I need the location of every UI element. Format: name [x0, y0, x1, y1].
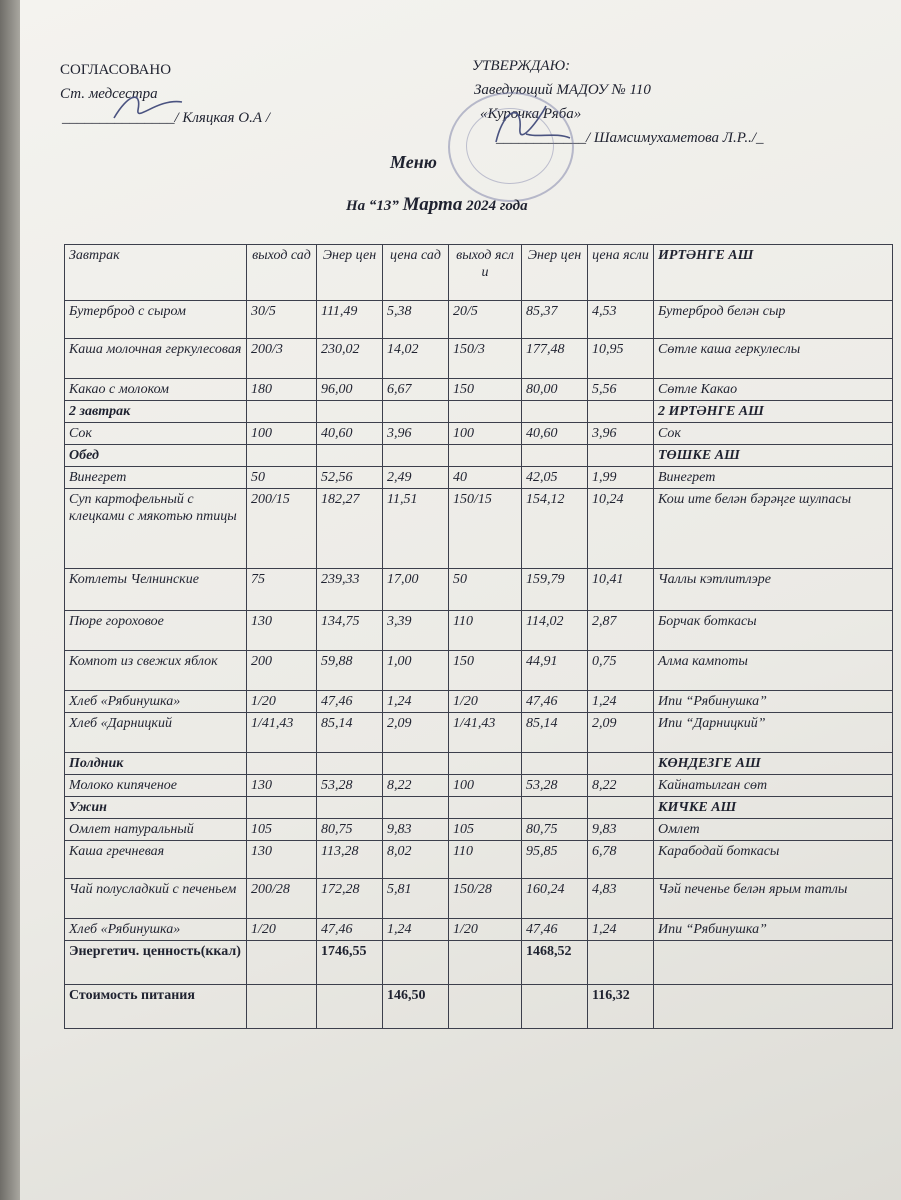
- value-cell: 113,28: [317, 841, 383, 879]
- value-cell: 239,33: [317, 569, 383, 611]
- table-row: [65, 569, 893, 611]
- value-cell: 47,46: [317, 691, 383, 713]
- approval-left-label: СОГЛАСОВАНО: [60, 62, 172, 78]
- header-cell: выход сад: [247, 245, 317, 301]
- totals-value-cell: [522, 985, 588, 1029]
- value-cell: 40: [449, 467, 522, 489]
- value-cell: 110: [449, 841, 522, 879]
- table-row: [65, 651, 893, 691]
- value-cell: [383, 753, 449, 775]
- value-cell: 160,24: [522, 879, 588, 919]
- value-cell: [449, 401, 522, 423]
- value-cell: 100: [449, 775, 522, 797]
- value-cell: [588, 797, 654, 819]
- value-cell: 96,00: [317, 379, 383, 401]
- value-cell: 100: [247, 423, 317, 445]
- value-cell: [588, 753, 654, 775]
- dish-name-cell: Компот из свежих яблок: [65, 651, 247, 691]
- value-cell: 1,99: [588, 467, 654, 489]
- value-cell: 230,02: [317, 339, 383, 379]
- value-cell: 80,75: [522, 819, 588, 841]
- tatar-name-cell: Кош ите белән бәрәңге шулпасы: [654, 489, 893, 569]
- value-cell: [383, 797, 449, 819]
- value-cell: [588, 401, 654, 423]
- value-cell: [247, 445, 317, 467]
- dish-name-cell: Котлеты Челнинские: [65, 569, 247, 611]
- table-row: [65, 489, 893, 569]
- value-cell: 4,53: [588, 301, 654, 339]
- value-cell: 9,83: [588, 819, 654, 841]
- totals-value-cell: 1746,55: [317, 941, 383, 985]
- totals-value-cell: [247, 941, 317, 985]
- value-cell: [317, 797, 383, 819]
- value-cell: [317, 401, 383, 423]
- value-cell: 180: [247, 379, 317, 401]
- tatar-name-cell: Чаллы кэтлитлэре: [654, 569, 893, 611]
- value-cell: 2,49: [383, 467, 449, 489]
- header-cell: Завтрак: [65, 245, 247, 301]
- table-row: [65, 775, 893, 797]
- value-cell: 1/20: [449, 691, 522, 713]
- totals-value-cell: 146,50: [383, 985, 449, 1029]
- value-cell: [522, 401, 588, 423]
- table-row: [65, 379, 893, 401]
- tatar-name-cell: Винегрет: [654, 467, 893, 489]
- table-row: [65, 301, 893, 339]
- value-cell: [522, 445, 588, 467]
- tatar-name-cell: Ипи “Дарницкий”: [654, 713, 893, 753]
- value-cell: [247, 797, 317, 819]
- tatar-name-cell: ТӨШКЕ АШ: [654, 445, 893, 467]
- table-row: [65, 339, 893, 379]
- value-cell: 75: [247, 569, 317, 611]
- approval-left-signature: _______________/ Кляцкая О.А /: [62, 110, 270, 126]
- table-row: [65, 819, 893, 841]
- tatar-name-cell: Сөтле каша геркулеслы: [654, 339, 893, 379]
- value-cell: 5,56: [588, 379, 654, 401]
- tatar-name-cell: Сөтле Какао: [654, 379, 893, 401]
- value-cell: 4,83: [588, 879, 654, 919]
- value-cell: 14,02: [383, 339, 449, 379]
- value-cell: 30/5: [247, 301, 317, 339]
- header-cell: выход ясли: [449, 245, 522, 301]
- value-cell: 200/28: [247, 879, 317, 919]
- dish-name-cell: Хлеб «Рябинушка»: [65, 691, 247, 713]
- value-cell: 1/41,43: [247, 713, 317, 753]
- value-cell: 17,00: [383, 569, 449, 611]
- value-cell: 6,67: [383, 379, 449, 401]
- value-cell: [317, 753, 383, 775]
- value-cell: 130: [247, 841, 317, 879]
- value-cell: 105: [247, 819, 317, 841]
- header-cell: Энер цен: [317, 245, 383, 301]
- table-row: [65, 467, 893, 489]
- tatar-name-cell: Омлет: [654, 819, 893, 841]
- value-cell: 0,75: [588, 651, 654, 691]
- value-cell: 85,14: [522, 713, 588, 753]
- document-title: Меню: [390, 152, 437, 172]
- value-cell: 47,46: [522, 919, 588, 941]
- dish-name-cell: Суп картофельный с клецками с мякотью птицы: [65, 489, 247, 569]
- value-cell: 5,38: [383, 301, 449, 339]
- value-cell: 177,48: [522, 339, 588, 379]
- dish-name-cell: Каша молочная геркулесовая: [65, 339, 247, 379]
- approval-right-label: УТВЕРЖДАЮ:: [472, 58, 571, 74]
- table-row: [65, 841, 893, 879]
- totals-value-cell: 1468,52: [522, 941, 588, 985]
- tatar-name-cell: КИЧКЕ АШ: [654, 797, 893, 819]
- value-cell: 50: [449, 569, 522, 611]
- totals-row: [65, 941, 893, 985]
- value-cell: 50: [247, 467, 317, 489]
- value-cell: 1/41,43: [449, 713, 522, 753]
- value-cell: 59,88: [317, 651, 383, 691]
- value-cell: 6,78: [588, 841, 654, 879]
- tatar-name-cell: Карабодай боткасы: [654, 841, 893, 879]
- tatar-name-cell: Бутерброд белән сыр: [654, 301, 893, 339]
- value-cell: 172,28: [317, 879, 383, 919]
- table-row: [65, 611, 893, 651]
- totals-value-cell: [449, 985, 522, 1029]
- value-cell: 100: [449, 423, 522, 445]
- section-row: [65, 401, 893, 423]
- date-month: Марта: [402, 194, 463, 215]
- value-cell: 110: [449, 611, 522, 651]
- totals-row: [65, 985, 893, 1029]
- value-cell: 10,95: [588, 339, 654, 379]
- dish-name-cell: Чай полусладкий с печеньем: [65, 879, 247, 919]
- totals-label-cell: Энергетич. ценность(ккал): [65, 941, 247, 985]
- table-row: [65, 691, 893, 713]
- value-cell: 1,24: [383, 919, 449, 941]
- value-cell: 1,24: [588, 919, 654, 941]
- totals-value-cell: 116,32: [588, 985, 654, 1029]
- dish-name-cell: Полдник: [65, 753, 247, 775]
- totals-value-cell: [383, 941, 449, 985]
- value-cell: 52,56: [317, 467, 383, 489]
- approval-left-position: Ст. медсестра: [60, 86, 158, 102]
- value-cell: 44,91: [522, 651, 588, 691]
- header-cell: ИРТӘНГЕ АШ: [654, 245, 893, 301]
- dish-name-cell: Бутерброд с сыром: [65, 301, 247, 339]
- header-cell: цена сад: [383, 245, 449, 301]
- value-cell: 150/3: [449, 339, 522, 379]
- value-cell: 20/5: [449, 301, 522, 339]
- value-cell: 47,46: [317, 919, 383, 941]
- approval-right-signature: ____________/ Шамсимухаметова Л.Р../_: [496, 130, 764, 146]
- tatar-name-cell: Кайнатылган сөт: [654, 775, 893, 797]
- value-cell: 130: [247, 611, 317, 651]
- value-cell: [383, 401, 449, 423]
- tatar-name-cell: Ипи “Рябинушка”: [654, 919, 893, 941]
- section-row: [65, 753, 893, 775]
- value-cell: 10,41: [588, 569, 654, 611]
- totals-value-cell: [317, 985, 383, 1029]
- tatar-name-cell: Чәй печенье белән ярым татлы: [654, 879, 893, 919]
- value-cell: 1,24: [383, 691, 449, 713]
- value-cell: 11,51: [383, 489, 449, 569]
- approval-right-position: Заведующий МАДОУ № 110: [474, 82, 651, 98]
- value-cell: 3,96: [383, 423, 449, 445]
- table-row: [65, 423, 893, 445]
- value-cell: 8,02: [383, 841, 449, 879]
- tatar-name-cell: Алма кампоты: [654, 651, 893, 691]
- value-cell: 1,24: [588, 691, 654, 713]
- value-cell: 111,49: [317, 301, 383, 339]
- menu-table: [64, 244, 893, 1029]
- value-cell: 2,09: [383, 713, 449, 753]
- value-cell: 134,75: [317, 611, 383, 651]
- totals-value-cell: [449, 941, 522, 985]
- table-row: [65, 879, 893, 919]
- value-cell: 47,46: [522, 691, 588, 713]
- value-cell: 10,24: [588, 489, 654, 569]
- value-cell: 85,37: [522, 301, 588, 339]
- value-cell: 1/20: [247, 919, 317, 941]
- table-header-row: [65, 245, 893, 301]
- value-cell: 182,27: [317, 489, 383, 569]
- dish-name-cell: Хлеб «Рябинушка»: [65, 919, 247, 941]
- date-year: 2024 года: [466, 198, 528, 214]
- dish-name-cell: Пюре гороховое: [65, 611, 247, 651]
- value-cell: 154,12: [522, 489, 588, 569]
- approval-right-org: «Курочка Ряба»: [480, 106, 582, 122]
- tatar-name-cell: Борчак боткасы: [654, 611, 893, 651]
- dish-name-cell: Какао с молоком: [65, 379, 247, 401]
- dish-name-cell: Омлет натуральный: [65, 819, 247, 841]
- value-cell: 8,22: [383, 775, 449, 797]
- value-cell: 40,60: [522, 423, 588, 445]
- totals-label-cell: Стоимость питания: [65, 985, 247, 1029]
- totals-value-cell: [247, 985, 317, 1029]
- dish-name-cell: Молоко кипяченое: [65, 775, 247, 797]
- tatar-name-cell: КӨНДЕЗГЕ АШ: [654, 753, 893, 775]
- value-cell: [247, 401, 317, 423]
- dish-name-cell: 2 завтрак: [65, 401, 247, 423]
- value-cell: 130: [247, 775, 317, 797]
- value-cell: 150/15: [449, 489, 522, 569]
- header-cell: цена ясли: [588, 245, 654, 301]
- value-cell: 200/15: [247, 489, 317, 569]
- value-cell: [588, 445, 654, 467]
- totals-value-cell: [654, 985, 893, 1029]
- value-cell: 150/28: [449, 879, 522, 919]
- dish-name-cell: Сок: [65, 423, 247, 445]
- tatar-name-cell: Сок: [654, 423, 893, 445]
- value-cell: 3,96: [588, 423, 654, 445]
- value-cell: [247, 753, 317, 775]
- value-cell: [449, 753, 522, 775]
- value-cell: 200: [247, 651, 317, 691]
- value-cell: 200/3: [247, 339, 317, 379]
- value-cell: 1/20: [449, 919, 522, 941]
- value-cell: 105: [449, 819, 522, 841]
- value-cell: 150: [449, 651, 522, 691]
- menu-date: [346, 194, 528, 216]
- table-row: [65, 713, 893, 753]
- table-row: [65, 919, 893, 941]
- value-cell: [383, 445, 449, 467]
- value-cell: 159,79: [522, 569, 588, 611]
- value-cell: 53,28: [317, 775, 383, 797]
- dish-name-cell: Обед: [65, 445, 247, 467]
- value-cell: [317, 445, 383, 467]
- value-cell: 95,85: [522, 841, 588, 879]
- dish-name-cell: Ужин: [65, 797, 247, 819]
- section-row: [65, 445, 893, 467]
- value-cell: 40,60: [317, 423, 383, 445]
- value-cell: 2,87: [588, 611, 654, 651]
- value-cell: 85,14: [317, 713, 383, 753]
- dish-name-cell: Каша гречневая: [65, 841, 247, 879]
- value-cell: 2,09: [588, 713, 654, 753]
- value-cell: 8,22: [588, 775, 654, 797]
- totals-value-cell: [654, 941, 893, 985]
- value-cell: 5,81: [383, 879, 449, 919]
- value-cell: 150: [449, 379, 522, 401]
- tatar-name-cell: Ипи “Рябинушка”: [654, 691, 893, 713]
- signature-left: [108, 88, 188, 128]
- value-cell: 80,00: [522, 379, 588, 401]
- value-cell: [522, 797, 588, 819]
- dish-name-cell: Винегрет: [65, 467, 247, 489]
- value-cell: 53,28: [522, 775, 588, 797]
- value-cell: 3,39: [383, 611, 449, 651]
- value-cell: 1/20: [247, 691, 317, 713]
- section-row: [65, 797, 893, 819]
- value-cell: [522, 753, 588, 775]
- header-cell: Энер цен: [522, 245, 588, 301]
- value-cell: [449, 797, 522, 819]
- tatar-name-cell: 2 ИРТӘНГЕ АШ: [654, 401, 893, 423]
- date-prefix: На “13”: [346, 198, 399, 214]
- value-cell: 80,75: [317, 819, 383, 841]
- value-cell: 114,02: [522, 611, 588, 651]
- value-cell: [449, 445, 522, 467]
- totals-value-cell: [588, 941, 654, 985]
- value-cell: 9,83: [383, 819, 449, 841]
- dish-name-cell: Хлеб «Дарницкий: [65, 713, 247, 753]
- value-cell: 42,05: [522, 467, 588, 489]
- signature-right: [486, 98, 576, 158]
- value-cell: 1,00: [383, 651, 449, 691]
